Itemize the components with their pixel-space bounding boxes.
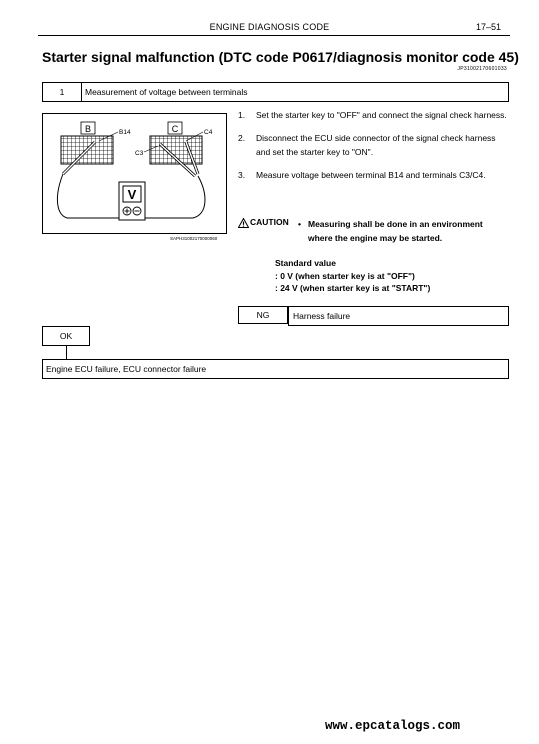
procedure-steps xyxy=(238,108,508,191)
header-rule xyxy=(38,35,510,36)
connector-b-label: B xyxy=(84,124,92,134)
caution-body: Measuring shall be done in an environment where the engine may be started. xyxy=(308,219,483,243)
step-index: 1. xyxy=(238,110,246,120)
connector-c-label: C xyxy=(171,124,179,134)
ng-label-box: NG xyxy=(238,306,288,324)
page-number: 17–51 xyxy=(475,22,501,32)
voltmeter-symbol: V xyxy=(127,187,137,202)
step-text: Set the starter key to "OFF" and connect the signal check harness. xyxy=(256,110,507,120)
step-text: Measure voltage between terminal B14 and terminals C3/C4. xyxy=(256,170,486,180)
voltmeter-icon xyxy=(119,182,145,220)
caution-bullet: • xyxy=(298,219,301,229)
page-title: Starter signal malfunction (DTC code P0617/diagnosis monitor code 45) xyxy=(42,49,519,65)
section-header: ENGINE DIAGNOSIS CODE xyxy=(209,22,330,32)
pin-c3-label: C3 xyxy=(135,150,144,157)
ng-result-box: Harness failure xyxy=(288,306,509,326)
ok-label-box: OK xyxy=(42,326,90,346)
caution-label xyxy=(238,217,298,245)
warning-triangle-icon xyxy=(238,218,249,228)
step-number: 1 xyxy=(43,83,82,101)
step-box xyxy=(42,82,509,102)
connector-b xyxy=(61,122,113,164)
standard-line-off: : 0 V (when starter key is at "OFF") xyxy=(275,270,415,281)
pin-b14-label: B14 xyxy=(119,129,131,136)
step-index: 2. xyxy=(238,133,246,143)
standard-value xyxy=(275,257,430,295)
step-index: 3. xyxy=(238,170,246,180)
wiring-diagram xyxy=(42,113,227,234)
step-label: Measurement of voltage between terminals xyxy=(85,87,248,97)
diagram-svg xyxy=(43,114,226,233)
standard-heading: Standard value xyxy=(275,258,336,268)
caution-note xyxy=(238,217,508,245)
standard-line-start: : 24 V (when starter key is at "START") xyxy=(275,283,431,293)
caution-text xyxy=(298,217,508,245)
figure-id: SAPH31002170000060 xyxy=(170,236,218,241)
step-text: Disconnect the ECU side connector of the signal check harness and set the starter key to "ON". xyxy=(256,133,496,157)
document-id: JP31002170601033 xyxy=(457,66,507,72)
footer-watermark: www.epcatalogs.com xyxy=(325,719,461,733)
caution-label-text: CAUTION xyxy=(250,217,289,227)
ok-connector-line xyxy=(66,346,67,359)
procedure-step xyxy=(238,131,508,159)
procedure-step xyxy=(238,168,508,182)
pin-c4-label: C4 xyxy=(204,129,213,136)
procedure-step xyxy=(238,108,508,122)
ok-result-box: Engine ECU failure, ECU connector failure xyxy=(42,359,509,379)
